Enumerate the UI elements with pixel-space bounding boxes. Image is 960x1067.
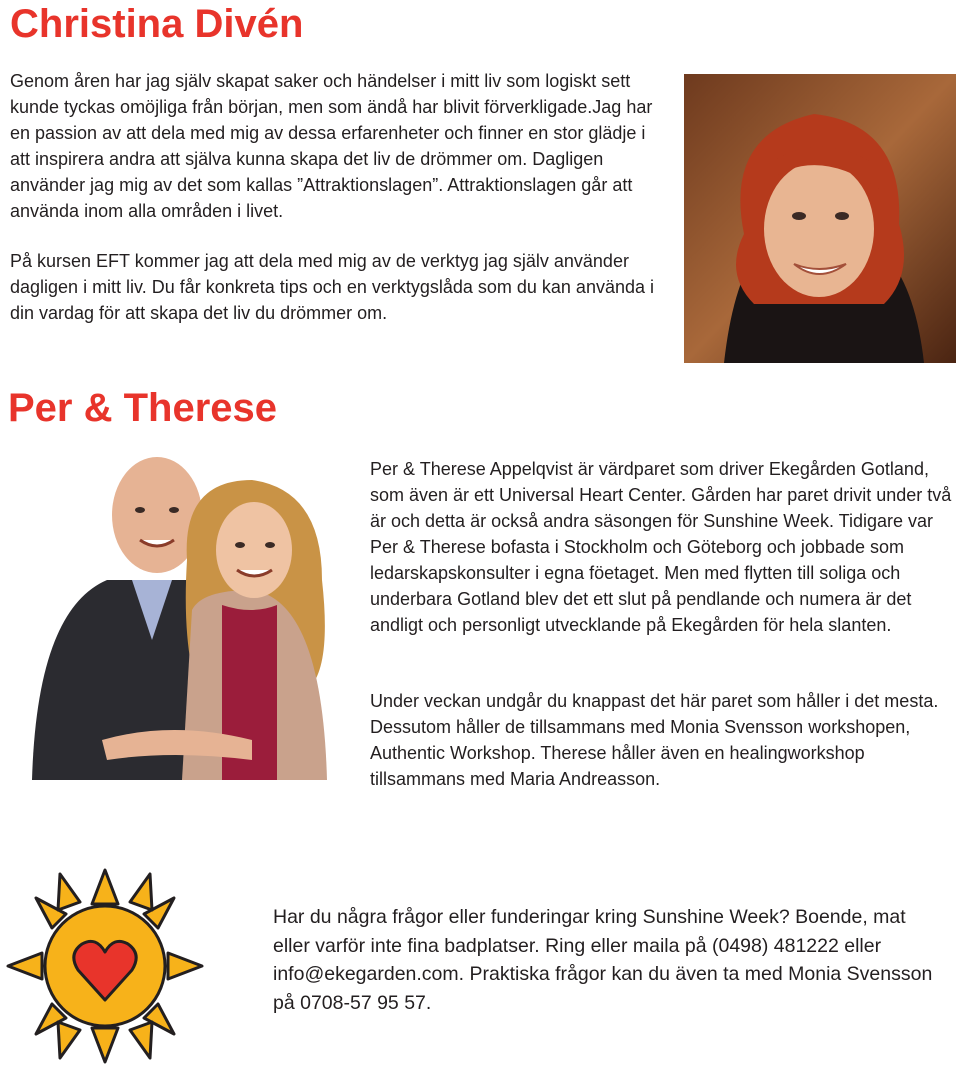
christina-paragraph-1: Genom åren har jag själv skapat saker och händelser i mitt liv som logiskt sett kunde tyckas omöjliga från början, men som ändå har blivit förverkligade.Jag har en passion av att dela med mig av dessa erfarenheter och finner en stor glädje i att inspirera andra att själva kunna skapa det liv de drömmer om. Dagligen använder jag mig av det som kallas ”Attraktionslagen”. Attraktionslagen går att använda inom alla områden i livet.	[10, 71, 653, 221]
sun-heart-icon	[0, 862, 210, 1067]
per-therese-photo	[22, 440, 337, 780]
heading-per-therese: Per & Therese	[8, 386, 278, 430]
heading-christina: Christina Divén	[10, 2, 304, 46]
christina-photo	[684, 74, 956, 363]
per-therese-paragraph-1: Per & Therese Appelqvist är värdparet som driver Ekegården Gotland, som även är ett Universal Heart Center. Gården har paret drivit under två är och detta är också andra säsongen för Sunshine Week. Tidigare var Per & Therese bofasta i Stockholm och Göteborg och jobbade som ledarskapskonsulter i egna föetaget. Men med flytten till soliga och underbara Gotland blev det ett slut på pendlande och numera är det andligt och personligt utvecklande på Ekegården för hela slanten.	[370, 459, 952, 635]
per-therese-paragraph-2: Under veckan undgår du knappast det här paret som håller i det mesta. Dessutom håller de tillsammans med Monia Svensson workshopen, Authentic Workshop. Therese håller även en healingworkshop tillsammans med Maria Andreasson.	[370, 691, 939, 789]
contact-text: Har du några frågor eller funderingar kring Sunshine Week? Boende, mat eller varför inte fina badplatser. Ring eller maila på (0498) 481222 eller info@ekegarden.com. Praktiska frågor kan du även ta med Monia Svensson på 0708-57 95 57.	[273, 906, 933, 1014]
christina-paragraph-2: På kursen EFT kommer jag att dela med mig av de verktyg jag själv använder dagligen i mitt liv. Du får konkreta tips och en verktygslåda som du kan använda i din vardag för att skapa det liv du drömmer om.	[10, 251, 655, 323]
